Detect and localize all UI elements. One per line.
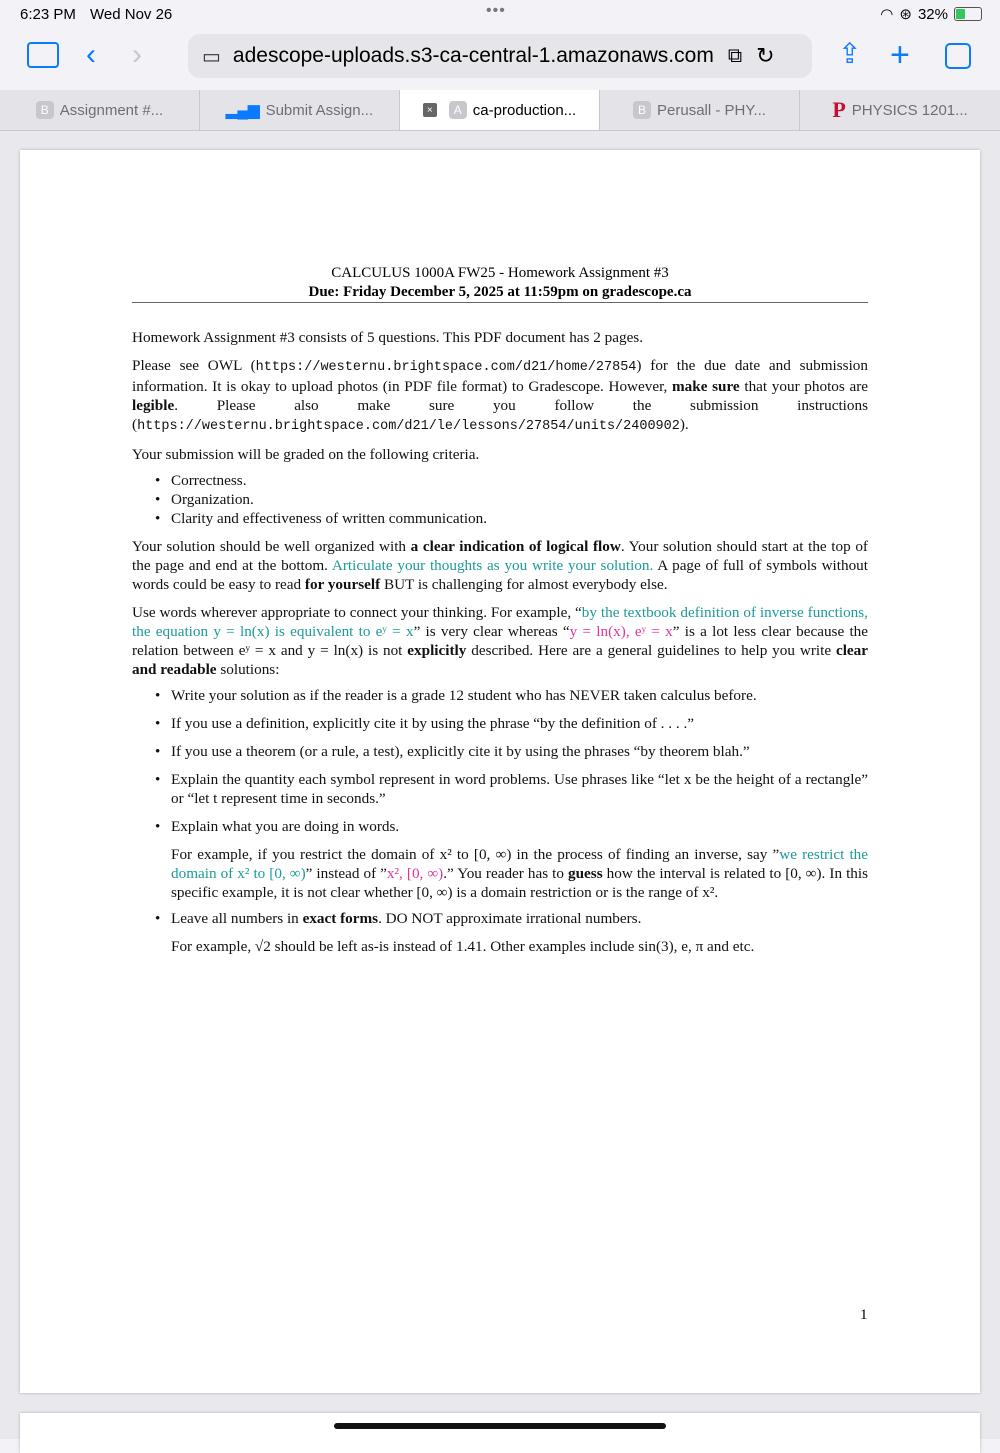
tab-favicon: B bbox=[36, 101, 54, 119]
address-bar[interactable] bbox=[188, 34, 812, 78]
wifi-icon: ◠ bbox=[880, 6, 894, 23]
tab-assignment[interactable] bbox=[0, 90, 200, 130]
tab-overview-icon[interactable] bbox=[945, 43, 971, 69]
reload-icon[interactable]: ↻ bbox=[756, 43, 775, 68]
forward-icon[interactable]: › bbox=[132, 38, 142, 71]
text-segment: ) for the due date and submission information. It is okay to upload photos (in PDF file format) to Gradescope. However, bbox=[132, 357, 868, 395]
tab-submit-assignment[interactable] bbox=[200, 90, 400, 130]
text-segment: x², [0, ∞) bbox=[386, 865, 444, 882]
text-segment: Write your solution as if the reader is a grade 12 student who has NEVER taken calculus before. bbox=[171, 687, 757, 704]
text-segment: make sure bbox=[672, 378, 740, 395]
battery-icon bbox=[954, 7, 982, 21]
text-segment: exact forms bbox=[302, 910, 379, 927]
tab-label: Perusall - PHY... bbox=[657, 101, 766, 119]
text-segment: A page of full of symbols without words could be easy to read bbox=[132, 557, 868, 593]
extensions-icon[interactable]: ⧉ bbox=[727, 44, 743, 67]
pdf-page-1 bbox=[20, 150, 980, 1393]
home-indicator[interactable] bbox=[334, 1423, 666, 1429]
guideline-example bbox=[132, 937, 868, 956]
text-segment: If you use a theorem (or a rule, a test), explicitly cite it by using the phrases “by theorem blah.” bbox=[171, 743, 750, 760]
url-text[interactable]: adescope-uploads.s3-ca-central-1.amazonaws.com bbox=[232, 44, 714, 67]
text-segment: legible bbox=[132, 397, 175, 414]
sidebar-icon[interactable] bbox=[27, 42, 59, 68]
page-menu-icon[interactable]: ▭ bbox=[202, 45, 221, 68]
text-segment: For example, √2 should be left as-is instead of 1.41. Other examples include sin(3), e, π and etc. bbox=[171, 938, 755, 955]
text-segment: ” instead of ” bbox=[305, 865, 387, 882]
orientation-lock-icon: ⊛ bbox=[899, 6, 912, 23]
back-icon[interactable]: ‹ bbox=[86, 38, 96, 71]
document-body bbox=[132, 328, 868, 965]
tab-perusall[interactable] bbox=[600, 90, 800, 130]
document-title: CALCULUS 1000A FW25 - Homework Assignment #3 bbox=[331, 265, 669, 281]
text-segment: a clear indication of logical flow bbox=[410, 538, 621, 555]
text-segment: by the textbook definition of inverse functions, the equation y = ln(x) is equivalent to eʸ = x bbox=[132, 604, 868, 640]
guidelines-list bbox=[132, 686, 868, 836]
tab-label: Submit Assign... bbox=[265, 101, 374, 119]
tab-favicon: B bbox=[633, 101, 651, 119]
text-segment: BUT is challenging for almost everybody else. bbox=[380, 576, 668, 593]
share-icon[interactable]: ⇪ bbox=[838, 38, 862, 69]
text-segment: Your solution should be well organized with bbox=[132, 538, 411, 555]
text-segment: we restrict the domain of x² to [0, ∞) bbox=[171, 846, 869, 882]
document-header bbox=[132, 264, 868, 303]
guideline-item bbox=[132, 742, 868, 761]
criteria-list bbox=[132, 471, 868, 528]
paragraph-use-words bbox=[132, 603, 868, 679]
paragraph-submission bbox=[132, 356, 868, 436]
criteria-item: • Clarity and effectiveness of written communication. bbox=[132, 509, 868, 528]
text-segment: ). bbox=[679, 416, 689, 433]
text-segment: .” You reader has to bbox=[443, 865, 569, 882]
text-segment: Explain the quantity each symbol represent in word problems. Use phrases like “let x be the height of a rectangle” or “let t represent time in seconds.” bbox=[171, 771, 868, 807]
text-segment: Your submission will be graded on the following criteria. bbox=[132, 446, 480, 463]
text-segment: If you use a definition, explicitly cite it by using the phrase “by the definition of . . . .” bbox=[171, 715, 694, 732]
text-segment: Leave all numbers in bbox=[171, 910, 303, 927]
text-segment: ” is very clear whereas “ bbox=[413, 623, 570, 640]
criteria-item: • Correctness. bbox=[132, 471, 868, 490]
status-bar bbox=[0, 0, 1000, 30]
guideline-item bbox=[132, 686, 868, 705]
close-tab-icon[interactable]: × bbox=[423, 103, 437, 117]
text-segment: For example, if you restrict the domain of x² to [0, ∞) in the process of finding an inverse, say ” bbox=[171, 846, 780, 863]
text-segment: https://westernu.brightspace.com/d21/home/27854 bbox=[255, 360, 637, 375]
new-tab-icon[interactable]: + bbox=[890, 36, 910, 74]
text-segment: how the interval is related to [0, ∞). In this specific example, it is not clear whether [0, ∞) is a domain restriction or is the range of x². bbox=[171, 865, 869, 901]
text-segment: that your photos are bbox=[739, 378, 868, 395]
guideline-item bbox=[132, 770, 868, 808]
guideline-item bbox=[132, 714, 868, 733]
text-segment: clear and readable bbox=[132, 642, 868, 678]
paragraph-criteria-intro bbox=[132, 445, 868, 464]
battery-percent: 32% bbox=[917, 5, 948, 23]
guideline-item bbox=[132, 817, 868, 836]
pdf-page-2 bbox=[20, 1413, 980, 1453]
guideline-example bbox=[132, 845, 868, 902]
tab-physics[interactable] bbox=[800, 90, 1000, 130]
text-segment: guess bbox=[568, 865, 603, 882]
tab-ca-production[interactable] bbox=[400, 90, 600, 130]
guidelines-list-cont bbox=[132, 909, 868, 928]
text-segment: for yourself bbox=[304, 576, 381, 593]
pdf-viewer[interactable] bbox=[0, 131, 1000, 1439]
text-segment: . Please also make sure you follow the submission instructions ( bbox=[132, 397, 868, 433]
text-segment: . DO NOT approximate irrational numbers. bbox=[378, 910, 642, 927]
status-time: 6:23 PM bbox=[20, 6, 76, 23]
text-segment: https://westernu.brightspace.com/d21/le/lessons/27854/units/2400902 bbox=[137, 419, 680, 434]
multitasking-dots-icon[interactable]: ••• bbox=[486, 2, 506, 19]
page-number: 1 bbox=[860, 1307, 868, 1323]
tab-favicon: P bbox=[832, 97, 846, 122]
guideline-item bbox=[132, 909, 868, 928]
text-segment: Homework Assignment #3 consists of 5 questions. This PDF document has 2 pages. bbox=[132, 329, 644, 346]
text-segment: Use words wherever appropriate to connect your thinking. For example, “ bbox=[132, 604, 582, 621]
tab-label: ca-production... bbox=[472, 101, 577, 119]
text-segment: ” is a lot less clear because the relation between eʸ = x and y = ln(x) is not bbox=[132, 623, 869, 659]
text-segment: Explain what you are doing in words. bbox=[171, 818, 400, 835]
paragraph-organization bbox=[132, 537, 868, 594]
criteria-item: • Organization. bbox=[132, 490, 868, 509]
due-date: Due: Friday December 5, 2025 at 11:59pm on gradescope.ca bbox=[308, 284, 692, 300]
status-date: Wed Nov 26 bbox=[90, 6, 173, 23]
text-segment: described. Here are a general guidelines to help you write bbox=[466, 642, 836, 659]
text-segment: solutions: bbox=[216, 661, 280, 678]
tab-label: PHYSICS 1201... bbox=[851, 101, 968, 119]
text-segment: Articulate your thoughts as you write your solution. bbox=[331, 557, 654, 574]
bar-chart-icon: ▂▄▆ bbox=[225, 102, 260, 119]
text-segment: . Your solution should start at the top of the page and end at the bottom. bbox=[132, 538, 868, 574]
tab-favicon: A bbox=[449, 101, 467, 119]
text-segment: explicitly bbox=[407, 642, 467, 659]
paragraph-intro bbox=[132, 328, 868, 347]
browser-toolbar bbox=[0, 30, 1000, 90]
text-segment: y = ln(x), eʸ = x bbox=[569, 623, 673, 640]
tab-label: Assignment #... bbox=[59, 101, 164, 119]
tab-bar bbox=[0, 90, 1000, 131]
text-segment: Please see OWL ( bbox=[132, 357, 256, 374]
